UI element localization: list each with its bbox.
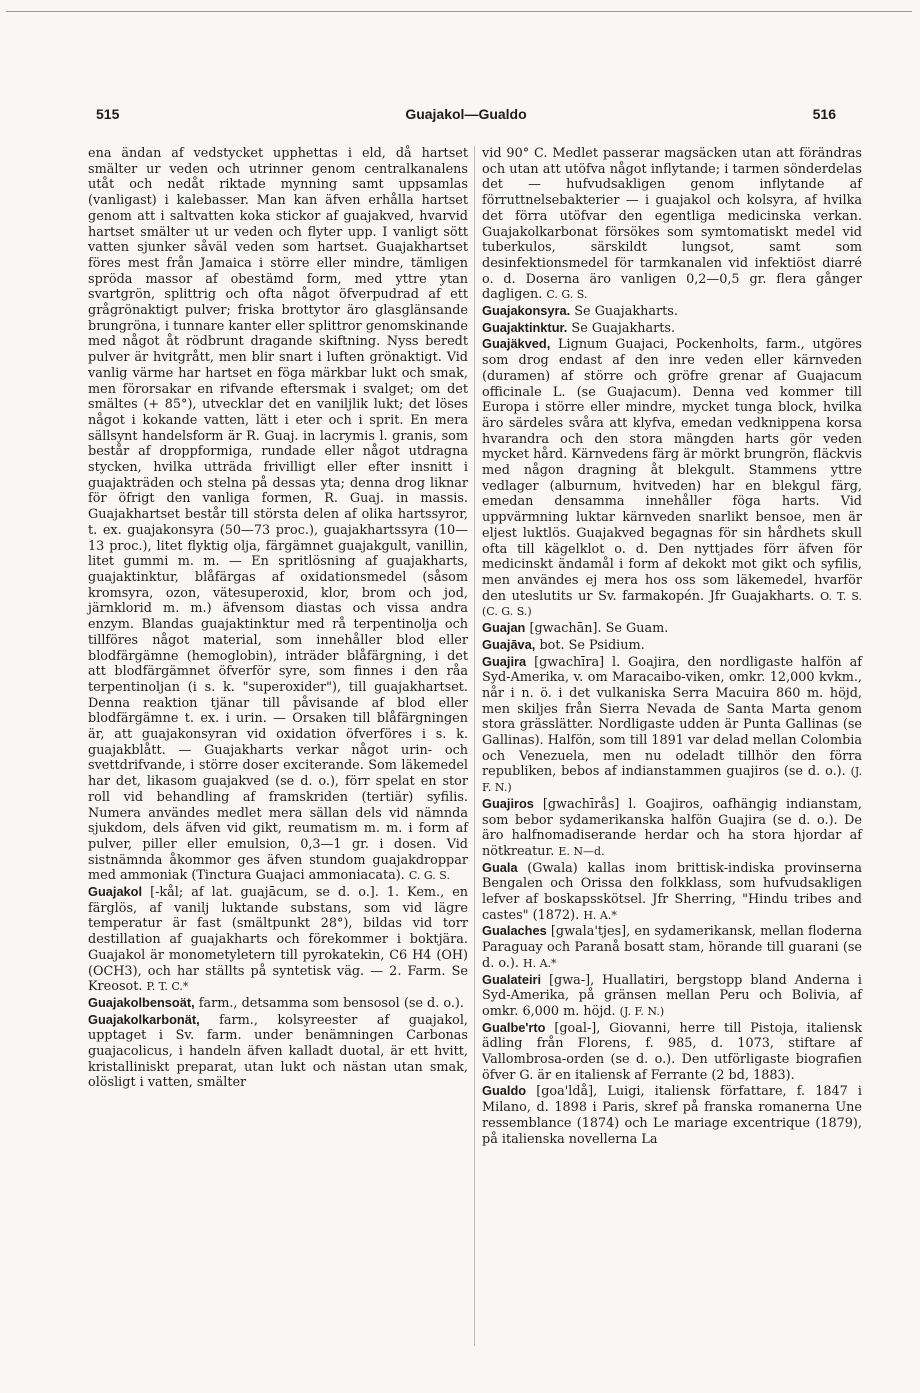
entry-text: [gwachīrås] l. Goajiros, oafhängig indianstam, som bebor sydamerikanska halfön Guajira (se d. o.). De äro halfnomadiserande herdar och ha stora hjordar af nötkreatur. <box>482 796 862 859</box>
entry-headword: Gualbe'rto <box>482 1019 546 1035</box>
author-signature: E. N—d. <box>558 844 605 858</box>
paragraph-text: ena ändan af vedstycket upphettas i eld, då hartset smälter ur veden och utrinner genom centralkanalens utåt och nedåt riktade mynning samt uppsamlas (vanligast) i kalebasser. Man kan äfven erhålla hartset genom att i saltvatten koka stickor af guajakved, hvarvid hartset smälter ut ur veden och flyter upp. I vanligt sött vatten sjunker såväl veden som hartset. Guajakhartset föres mest från Jamaica i större eller mindre, tämligen spröda massor af obestämd form, med yttre ytan svartgrön, splittrig och ofta något öfverpudrad af ett grågrönaktigt pulver; friska brottytor äro glasglänsande brungröna, i tunnare kanter eller splittror genomskinande med något åt rödbrunt dragande skiftning. Nyss beredt pulver är hvitgrått, men blir snart i luften grönaktigt. Vid vanlig värme har hartset en föga märkbar lukt och smak, men förorsakar en rifvande eftersmak i svalget; om det smältes (+ 85°), utvecklar det en vaniljlik lukt; det löses något i kokande vatten, lätt i eter och i sprit. En mera sällsynt handelsform är R. Guaj. in lacrymis l. granis, som består af droppformiga, rundade eller något utdragna stycken, hvilka utträda frivilligt eller efter insnitt i guajakträden och stelna på dessas yta; denna drog liknar för öfrigt den vanliga formen, R. Guaj. in massis. Guajakhartset består till största delen af olika hartssyror, t. ex. guajakonsyra (50—73 proc.), guajakhartssyra (10—13 proc.), litet flyktig olja, färgämnet guajakgult, vanillin, litet gummi m. m. — En spritlösning af guajakharts, guajaktinktur, blåfärgas af oxidationsmedel (såsom kromsyra, ozon, vätesuperoxid, klor, brom och jod, järnklorid m. m.) äfvensom diastas och vissa andra enzym. Blandas guajaktinktur med rå terpentinolja och tillföres något material, som innehåller blod eller blodfärgämne (hemoglobin), inträder blåfärgning, i det att blodfärgämnet öfverför syre, som finnes i den råa terpentinoljan (i s. k. "superoxider"), till guajakhartset. Denna reaktion tjänar till påvisande af blod eller blodfärgämne t. ex. i urin. — Orsaken till blåfärgningen är, att guajakonsyran vid oxidation öfverföres i s. k. guajakblått. — Guajakharts verkar något urin- och svettdrifvande, i större doser exciterande. Som läkemedel har det, likasom guajakved (se d. o.), förr spelat en stor roll vid behandling af framskriden (tertiär) syfilis. Numera användes medlet mera sällan dels vid nämnda sjukdom, dels äfven vid gikt, reumatism m. m. i form af pulver, piller eller emulsion, 0,3—1 gr. i dosen. Vid sistnämnda åkommor ges äfven stundom guajakdroppar med ammoniak (Tinctura Guajaci ammoniacata). <box>88 146 468 884</box>
entry-headword: Guajakol <box>88 884 143 900</box>
dictionary-entry <box>482 972 862 1020</box>
dictionary-entry <box>88 995 468 1012</box>
entry-headword: Guajaktinktur. <box>482 319 568 335</box>
dictionary-entry <box>482 860 862 924</box>
author-signature: C. G. S. <box>546 288 588 302</box>
entry-headword: Guajiros <box>482 795 534 811</box>
entry-text: [goa'ldå], Luigi, italiensk författare, f. 1847 i Milano, d. 1898 i Paris, skref på franska romanerna Une ressemblance (1874) och Le mariage excentrique (1879), på italienska novellerna La <box>482 1084 862 1147</box>
entry-headword: Gualaches <box>482 923 547 939</box>
left-column <box>88 146 468 1091</box>
entry-text: [gwala'tjes], en sydamerikansk, mellan floderna Paraguay och Paranå bosatt stam, hörande till guarani (se d. o.). <box>482 924 862 971</box>
entry-headword: Guala <box>482 859 518 875</box>
dictionary-entry <box>482 796 862 860</box>
author-signature: H. A.* <box>523 956 557 970</box>
dictionary-entry <box>482 637 862 654</box>
entry-text: [-kål; af lat. guajācum, se d. o.]. 1. Kem., en färglös, af vanilj luktande substans, som vid lägre temperatur är fast (smältpunkt 28°), bildas vid torr destillation af guajakharts och förekommer i boktjära. Guajakol är monometyletern till pyrokatekin, C6 H4 (OH) (OCH3), och har ställts på syntetisk väg. — 2. Farm. Se Kreosot. <box>88 885 469 995</box>
entry-text: farm., detsamma som bensosol (se d. o.). <box>198 995 464 1011</box>
entry-text: [gwachīra] l. Goajira, den nordligaste halfön af Syd-Amerika, v. om Maracaibo-viken, omkr. 12,000 kvkm., når i n. ö. i det vulkaniska Serra Macuira 860 m. höjd, men skiljes från Sierra Nevada de Santa Marta genom stora grässlätter. Nordligaste udden är Punta Gallinas (se Gallinas). Halfön, som till 1891 var delad mellan Colombia och Venezuela, men nu odeladt tillhör den förra republiken, bebos af indianstammen guajiros (se d. o.). <box>482 654 862 780</box>
dictionary-entry <box>88 884 468 995</box>
dictionary-entry <box>482 1083 862 1147</box>
column-divider <box>474 146 475 1346</box>
paragraph <box>88 146 468 884</box>
page-header <box>96 106 836 128</box>
entry-text: Se Guajakharts. <box>574 304 678 320</box>
entry-text: Lignum Guajaci, Pockenholts, farm., utgöres som drog endast af den inre veden eller kärnveden (duramen) af större och gröfre grenar af Guajacum officinale L. (se Guajacum). Denna ved kommer till Europa i större eller mindre, mycket tunga block, hvilka äro särdeles svåra att klyfva, emedan vedknippena korsa hvarandra och den stora mängden harts gör veden mycket hård. Kärnvedens färg är mörkt brungrön, fläckvis med någon dragning åt blekgult. Stammens yttre vedlager (alburnum, hvitveden) har en blekgul färg, emedan densamma innehåller föga harts. Vid uppvärmning luktar kärnveden snarlikt bensoe, men är eljest luktlös. Guajakved begagnas för sin hårdhets skull ofta till kägelklot o. d. Den nyttjades förr äfven för medicinskt ändamål i form af dekokt mot gikt och syfilis, men användes ej mera hos oss som läkemedel, hvarför den uteslutits ur Sv. farmakopén. Jfr Guajakharts. <box>482 337 863 604</box>
page-number-left: 515 <box>96 106 120 122</box>
dictionary-entry <box>482 336 862 620</box>
entry-text: farm., kolsyreester af guajakol, upptaget i Sv. farm. under benämningen Carbonas guajacolicus, i handeln äfven kalladt duotal, är ett hvitt, kristalliniskt preparat, utan lukt och nästan utan smak, olösligt i vatten, smälter <box>88 1012 468 1091</box>
author-signature: P. T. C.* <box>146 980 189 994</box>
paragraph-text: vid 90° C. Medlet passerar magsäcken utan att förändras och utan att utöfva något inflytande; i tarmen sönderdelas det — hufvudsakligen genom inflytande af förruttnelsebakterier — i guajakol och kolsyra, af hvilka det förra utöfvar den egentliga medicinska verkan. Guajakolkarbonat försökes som symtomatiskt medel vid tuberkulos, särskildt lungsot, samt som desinfektionsmedel för tarmkanalen vid infektiöst diarré o. d. Doserna äro vanligen 0,2—0,5 gr. flera gånger dagligen. <box>482 146 862 303</box>
entry-headword: Guajan <box>482 620 526 636</box>
right-column <box>482 146 862 1147</box>
dictionary-entry <box>482 620 862 637</box>
entry-headword: Guajakolbensoät, <box>88 994 195 1010</box>
entry-headword: Gualdo <box>482 1083 527 1099</box>
paragraph <box>482 146 862 303</box>
dictionary-entry <box>482 654 862 796</box>
dictionary-entry <box>482 320 862 337</box>
entry-headword: Guajāva, <box>482 636 536 652</box>
author-signature: (J. F. N.) <box>619 1004 665 1018</box>
top-rule <box>6 11 912 12</box>
entry-text: bot. Se Psidium. <box>539 637 645 653</box>
dictionary-entry <box>88 1012 468 1092</box>
entry-text: [gwa-], Huallatiri, bergstopp bland Anderna i Syd-Amerika, på gränsen mellan Peru och Bolivia, af omkr. 6,000 m. höjd. <box>482 972 862 1019</box>
entry-headword: Guajira <box>482 653 527 669</box>
dictionary-entry <box>482 1020 862 1084</box>
entry-text: [gwachān]. Se Guam. <box>529 621 669 637</box>
author-signature: C. G. S. <box>408 869 450 883</box>
entry-text: Se Guajakharts. <box>571 320 676 336</box>
author-signature: (J. F. N.) <box>482 765 862 795</box>
entry-headword: Guajäkved, <box>482 336 551 352</box>
author-signature: O. T. S. (C. G. S.) <box>482 589 862 619</box>
running-title: Guajakol—Gualdo <box>405 106 527 122</box>
page-number-right: 516 <box>812 106 836 122</box>
entry-headword: Guajakolkarbonät, <box>88 1011 200 1027</box>
entry-text: (Gwala) kallas inom brittisk-indiska provinserna Bengalen och Orissa den folkklass, som hufvudsakligen lefver af boskapsskötsel. Jfr Sherring, "Hindu tribes and castes" (1872). <box>482 860 862 923</box>
dictionary-entry <box>482 303 862 320</box>
author-signature: H. A.* <box>583 908 617 922</box>
dictionary-entry <box>482 923 862 971</box>
entry-headword: Guajakonsyra. <box>482 303 571 319</box>
entry-text: [goal-], Giovanni, herre till Pistoja, italiensk ädling från Florens, f. 985, d. 1073, stiftare af Vallombrosa-orden (se d. o.). Den utförligaste biografien öfver G. är en italiensk af Ferrante (2 bd, 1883). <box>482 1020 862 1083</box>
entry-headword: Gualateiri <box>482 971 542 987</box>
